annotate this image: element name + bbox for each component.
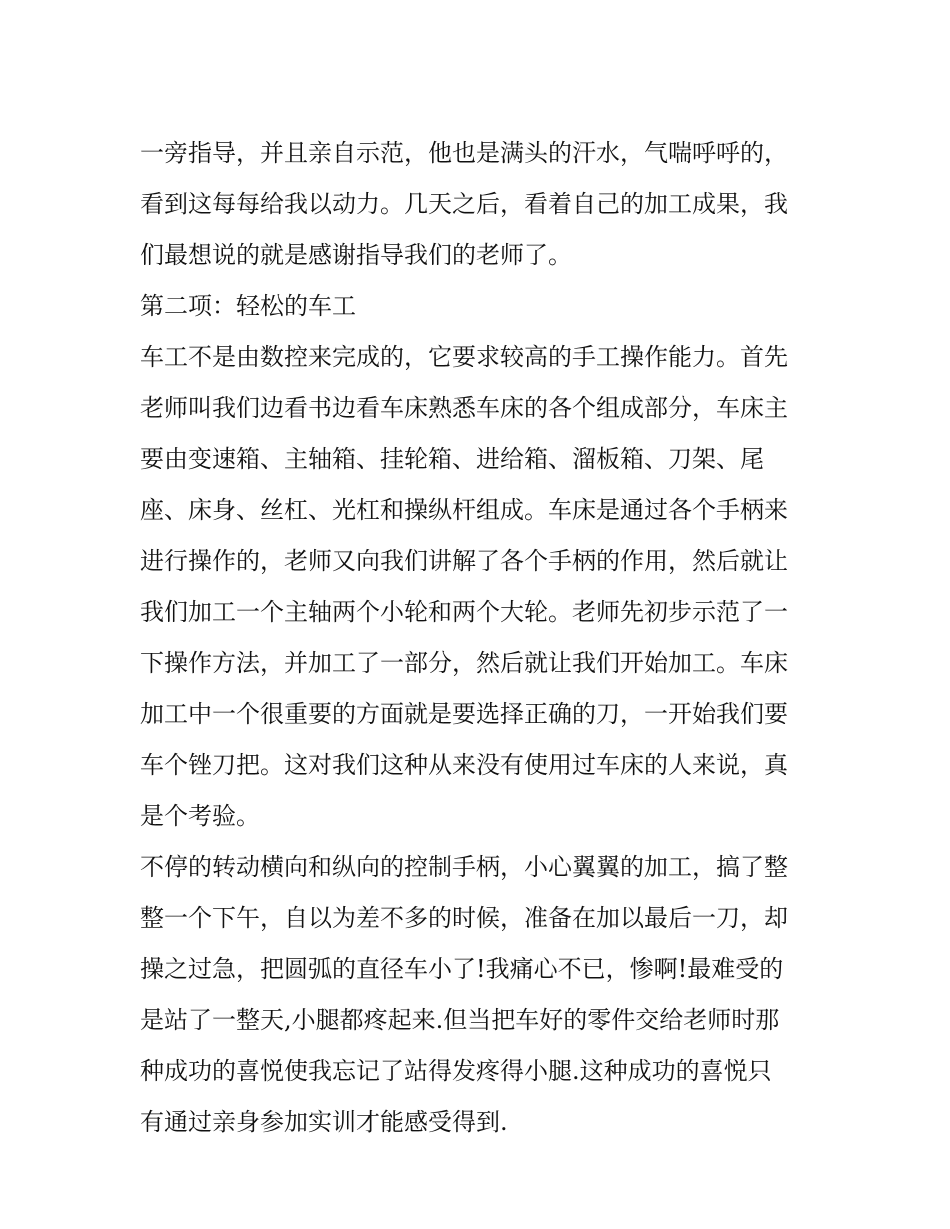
text-line: 整一个下午，自以为差不多的时候，准备在加以最后一刀，却 xyxy=(140,904,788,932)
text-line: 不停的转动横向和纵向的控制手柄，小心翼翼的加工，搞了整 xyxy=(140,853,788,881)
text-line: 是个考验。 xyxy=(140,802,260,830)
text-line: 看到这每每给我以动力。几天之后，看着自己的加工成果，我 xyxy=(140,190,788,218)
text-line: 加工中一个很重要的方面就是要选择正确的刀，一开始我们要 xyxy=(140,700,788,728)
text-line: 有通过亲身参加实训才能感受得到. xyxy=(140,1108,508,1136)
text-line: 是站了一整天,小腿都疼起来.但当把车好的零件交给老师时那 xyxy=(140,1006,780,1034)
text-line: 我们加工一个主轴两个小轮和两个大轮。老师先初步示范了一 xyxy=(140,598,788,626)
text-line: 们最想说的就是感谢指导我们的老师了。 xyxy=(140,241,572,269)
text-line: 进行操作的，老师又向我们讲解了各个手柄的作用，然后就让 xyxy=(140,547,788,575)
text-line: 下操作方法，并加工了一部分，然后就让我们开始加工。车床 xyxy=(140,649,788,677)
text-line: 一旁指导，并且亲自示范，他也是满头的汗水，气喘呼呼的， xyxy=(140,139,788,167)
text-line: 车个锉刀把。这对我们这种从来没有使用过车床的人来说，真 xyxy=(140,751,788,779)
text-line: 老师叫我们边看书边看车床熟悉车床的各个组成部分，车床主 xyxy=(140,394,788,422)
body-text xyxy=(140,128,812,1148)
text-line: 种成功的喜悦使我忘记了站得发疼得小腿.这种成功的喜悦只 xyxy=(140,1057,772,1085)
text-line: 车工不是由数控来完成的，它要求较高的手工操作能力。首先 xyxy=(140,343,788,371)
text-line: 要由变速箱、主轴箱、挂轮箱、进给箱、溜板箱、刀架、尾 xyxy=(140,445,764,473)
text-line: 操之过急，把圆弧的直径车小了!我痛心不已，惨啊!最难受的 xyxy=(140,955,784,983)
section-heading: 第二项：轻松的车工 xyxy=(140,292,356,320)
text-line: 座、床身、丝杠、光杠和操纵杆组成。车床是通过各个手柄来 xyxy=(140,496,788,524)
